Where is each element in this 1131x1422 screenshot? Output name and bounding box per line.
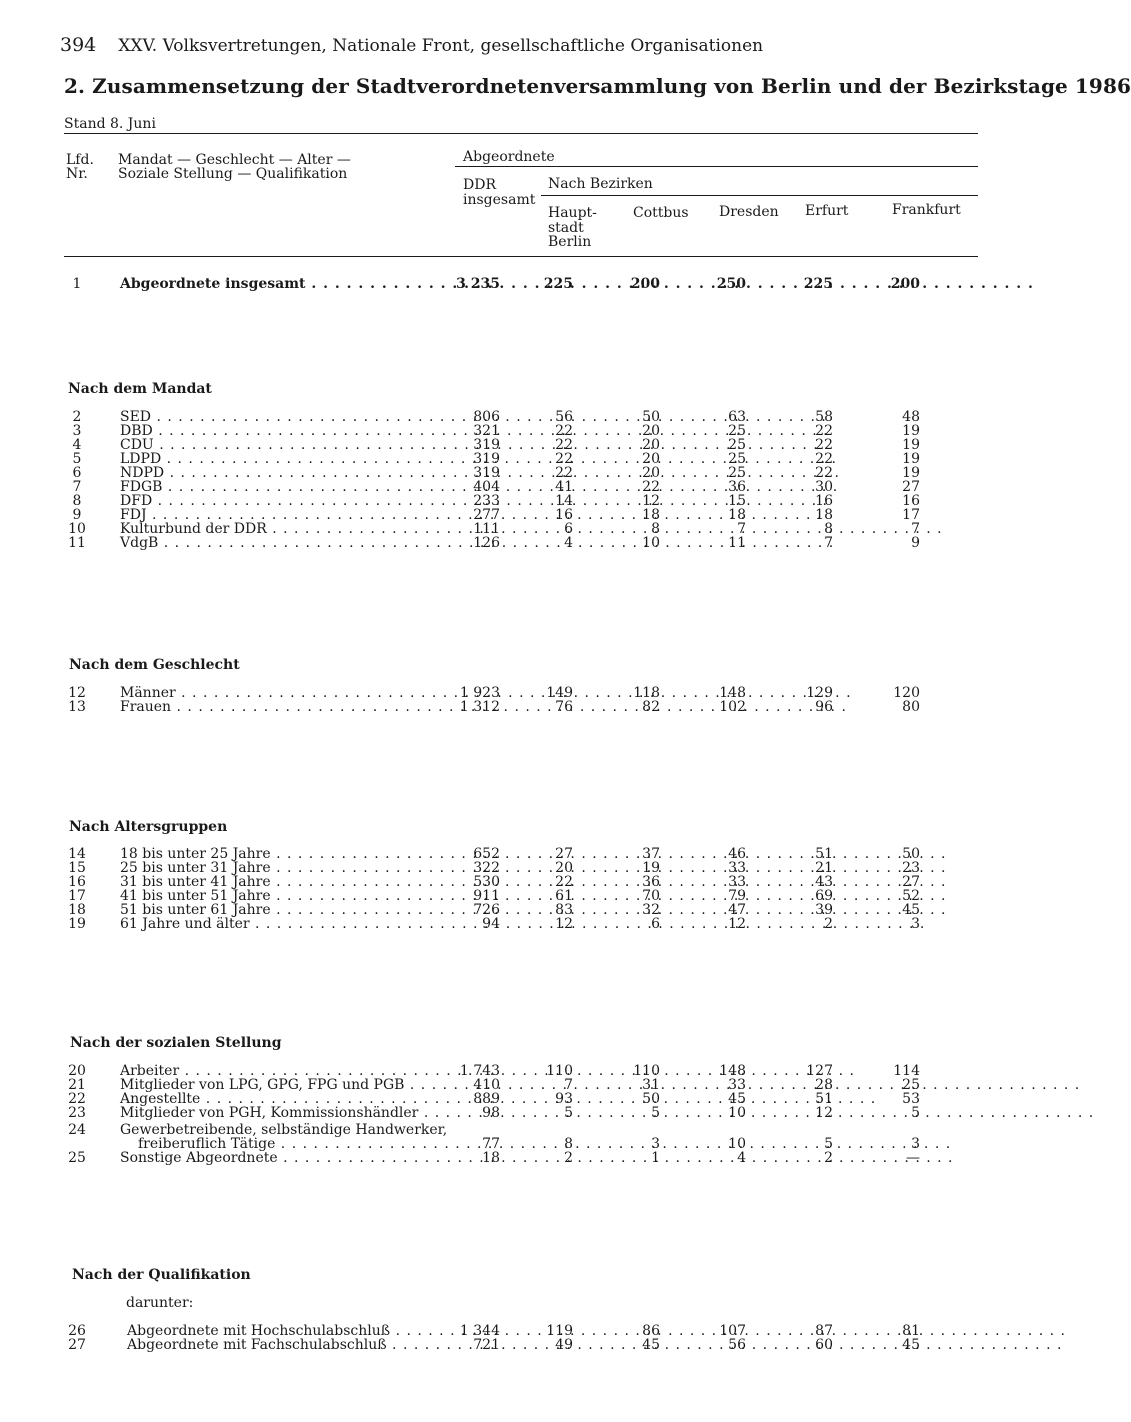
cell-erfurt: 2 <box>824 1150 833 1166</box>
cell-cottbus: 36 <box>642 874 660 890</box>
stand-date: Stand 8. Juni <box>64 116 156 132</box>
cell-dresden: 15 <box>728 493 746 509</box>
cell-berlin: 56 <box>555 409 573 425</box>
cell-cottbus: 70 <box>642 888 660 904</box>
header-berlin-3: Berlin <box>548 234 592 250</box>
cell-erfurt: 22 <box>815 451 833 467</box>
cell-erfurt: 127 <box>806 1063 833 1079</box>
cell-cottbus: 118 <box>633 685 660 701</box>
table-row <box>0 536 1024 551</box>
row-number: 9 <box>72 507 82 523</box>
row-label: Mitglieder von PGH, Kommissionshändler . . . <box>120 1106 446 1121</box>
cell-berlin: 8 <box>564 1136 573 1152</box>
row-label: 51 bis unter 61 Jahre . . . <box>120 903 446 918</box>
section-title-geschlecht: Nach dem Geschlecht <box>69 657 240 673</box>
cell-erfurt: 22 <box>815 437 833 453</box>
cell-frankfurt: 3 <box>911 1136 920 1152</box>
cell-ddr: 3 235 <box>456 276 500 292</box>
cell-erfurt: 28 <box>815 1077 833 1093</box>
cell-cottbus: 8 <box>651 521 660 537</box>
cell-cottbus: 22 <box>642 479 660 495</box>
row-number: 11 <box>68 535 86 551</box>
cell-ddr: 321 <box>473 423 500 439</box>
cell-berlin: 49 <box>555 1337 573 1353</box>
cell-cottbus: 200 <box>630 276 660 292</box>
header-ddr: DDR <box>463 177 496 193</box>
cell-ddr: 806 <box>473 409 500 425</box>
cell-erfurt: 8 <box>824 521 833 537</box>
cell-cottbus: 32 <box>642 902 660 918</box>
row-label: Kulturbund der DDR . . . <box>120 522 446 537</box>
row-label: Männer . . . <box>120 686 446 701</box>
header-abgeordnete: Abgeordnete <box>463 149 555 165</box>
row-label: FDJ . . . <box>120 508 446 523</box>
cell-ddr: 277 <box>473 507 500 523</box>
cell-erfurt: 2 <box>824 916 833 932</box>
cell-berlin: 5 <box>564 1105 573 1121</box>
cell-frankfurt: 3 <box>911 916 920 932</box>
header-nr: Nr. <box>66 166 88 182</box>
row-number: 21 <box>68 1077 86 1093</box>
darunter-label: darunter: <box>126 1295 194 1311</box>
header-frankfurt: Frankfurt <box>892 202 961 218</box>
cell-berlin: 76 <box>555 699 573 715</box>
cell-dresden: 46 <box>728 846 746 862</box>
cell-frankfurt: 52 <box>902 888 920 904</box>
cell-cottbus: 10 <box>642 535 660 551</box>
row-label: NDPD . . . <box>120 466 446 481</box>
row-label: 18 bis unter 25 Jahre . . . <box>120 847 446 862</box>
header-lfd: Lfd. <box>66 152 94 168</box>
cell-frankfurt: 23 <box>902 860 920 876</box>
section-title-alter: Nach Altersgruppen <box>69 819 228 835</box>
cell-cottbus: 37 <box>642 846 660 862</box>
cell-frankfurt: 27 <box>902 479 920 495</box>
cell-ddr: 1 344 <box>459 1323 500 1339</box>
table-row <box>0 1151 1024 1166</box>
cell-berlin: 41 <box>555 479 573 495</box>
header-berlin-1: Haupt- <box>548 205 597 221</box>
header-label-1: Mandat — Geschlecht — Alter — <box>118 152 351 168</box>
cell-ddr: 77 <box>482 1136 500 1152</box>
cell-cottbus: 50 <box>642 1091 660 1107</box>
table-row <box>0 917 1024 932</box>
table-row <box>0 700 1024 715</box>
row-number: 13 <box>68 699 86 715</box>
table-title: 2. Zusammensetzung der Stadtverordnetenversammlung von Berlin und der Bezirkstage 1986 <box>64 74 1131 98</box>
row-label-continued: freiberuflich Tätige . . . <box>138 1137 446 1152</box>
row-label: 25 bis unter 31 Jahre . . . <box>120 861 446 876</box>
cell-erfurt: 96 <box>815 699 833 715</box>
row-label: Mitglieder von LPG, GPG, FPG und PGB . . . <box>120 1078 446 1093</box>
cell-dresden: 107 <box>719 1323 746 1339</box>
cell-dresden: 79 <box>728 888 746 904</box>
cell-berlin: 83 <box>555 902 573 918</box>
row-number: 15 <box>68 860 86 876</box>
cell-berlin: 12 <box>555 916 573 932</box>
row-label: Gewerbetreibende, selbständige Handwerker, <box>120 1122 448 1138</box>
cell-ddr: 726 <box>473 902 500 918</box>
row-number: 7 <box>72 479 82 495</box>
cell-ddr: 889 <box>473 1091 500 1107</box>
row-number: 1 <box>72 276 82 292</box>
row-label: 41 bis unter 51 Jahre . . . <box>120 889 446 904</box>
cell-ddr: 322 <box>473 860 500 876</box>
cell-ddr: 98 <box>482 1105 500 1121</box>
header-rule-bottom <box>64 256 978 257</box>
cell-cottbus: 1 <box>651 1150 660 1166</box>
cell-frankfurt: 19 <box>902 451 920 467</box>
cell-berlin: 225 <box>543 276 573 292</box>
row-number: 16 <box>68 874 86 890</box>
row-number: 17 <box>68 888 86 904</box>
cell-dresden: 36 <box>728 479 746 495</box>
cell-cottbus: 12 <box>642 493 660 509</box>
row-label: Sonstige Abgeordnete . . . <box>120 1151 446 1166</box>
cell-ddr: 18 <box>482 1150 500 1166</box>
cell-cottbus: 6 <box>651 916 660 932</box>
cell-ddr: 233 <box>473 493 500 509</box>
cell-erfurt: 129 <box>806 685 833 701</box>
row-label: LDPD . . . <box>120 452 446 467</box>
cell-dresden: 45 <box>728 1091 746 1107</box>
row-number: 5 <box>72 451 82 467</box>
row-number: 19 <box>68 916 86 932</box>
cell-ddr: 404 <box>473 479 500 495</box>
cell-berlin: 16 <box>555 507 573 523</box>
cell-ddr: 410 <box>473 1077 500 1093</box>
cell-berlin: 119 <box>546 1323 573 1339</box>
cell-erfurt: 7 <box>824 535 833 551</box>
row-number: 25 <box>68 1150 86 1166</box>
row-number: 12 <box>68 685 86 701</box>
cell-erfurt: 22 <box>815 423 833 439</box>
cell-frankfurt: 45 <box>902 1337 920 1353</box>
section-title-qualifikation: Nach der Qualifikation <box>72 1267 251 1283</box>
row-label: Frauen . . . <box>120 700 446 715</box>
cell-frankfurt: 5 <box>911 1105 920 1121</box>
cell-frankfurt: 53 <box>902 1091 920 1107</box>
cell-dresden: 33 <box>728 860 746 876</box>
header-cottbus: Cottbus <box>633 205 689 221</box>
cell-dresden: 12 <box>728 916 746 932</box>
cell-berlin: 93 <box>555 1091 573 1107</box>
cell-ddr: 530 <box>473 874 500 890</box>
cell-dresden: 148 <box>719 685 746 701</box>
row-number: 10 <box>68 521 86 537</box>
cell-dresden: 18 <box>728 507 746 523</box>
row-number: 27 <box>68 1337 86 1353</box>
cell-dresden: 25 <box>728 451 746 467</box>
cell-ddr: 319 <box>473 465 500 481</box>
row-label: VdgB . . . <box>120 536 446 551</box>
page-number: 394 <box>60 34 97 56</box>
cell-berlin: 6 <box>564 521 573 537</box>
cell-ddr: 652 <box>473 846 500 862</box>
header-rule-top <box>64 133 978 134</box>
row-number: 6 <box>72 465 82 481</box>
row-number: 26 <box>68 1323 86 1339</box>
cell-cottbus: 31 <box>642 1077 660 1093</box>
cell-berlin: 22 <box>555 423 573 439</box>
cell-frankfurt: 50 <box>902 846 920 862</box>
cell-ddr: 94 <box>482 916 500 932</box>
cell-erfurt: 51 <box>815 1091 833 1107</box>
row-number: 20 <box>68 1063 86 1079</box>
cell-frankfurt: 27 <box>902 874 920 890</box>
cell-erfurt: 12 <box>815 1105 833 1121</box>
cell-ddr: 1 743 <box>459 1063 500 1079</box>
cell-frankfurt: 17 <box>902 507 920 523</box>
section-title-mandat: Nach dem Mandat <box>68 381 212 397</box>
row-label: DBD . . . <box>120 424 446 439</box>
cell-berlin: 149 <box>546 685 573 701</box>
row-label: Abgeordnete mit Fachschulabschluß . . . <box>127 1338 446 1353</box>
row-label: Abgeordnete mit Hochschulabschluß . . . <box>127 1324 446 1339</box>
cell-berlin: 4 <box>564 535 573 551</box>
cell-ddr: 911 <box>473 888 500 904</box>
cell-berlin: 27 <box>555 846 573 862</box>
cell-dresden: 102 <box>719 699 746 715</box>
cell-dresden: 33 <box>728 1077 746 1093</box>
cell-erfurt: 225 <box>803 276 833 292</box>
cell-frankfurt: 200 <box>890 276 920 292</box>
row-label: Abgeordnete insgesamt . . . <box>120 277 446 292</box>
cell-erfurt: 39 <box>815 902 833 918</box>
cell-cottbus: 20 <box>642 451 660 467</box>
cell-frankfurt: 16 <box>902 493 920 509</box>
row-number: 2 <box>72 409 82 425</box>
cell-dresden: 47 <box>728 902 746 918</box>
cell-erfurt: 18 <box>815 507 833 523</box>
cell-erfurt: 58 <box>815 409 833 425</box>
cell-cottbus: 19 <box>642 860 660 876</box>
cell-erfurt: 51 <box>815 846 833 862</box>
cell-cottbus: 5 <box>651 1105 660 1121</box>
row-label: Angestellte . . . <box>120 1092 446 1107</box>
cell-frankfurt: 120 <box>893 685 920 701</box>
row-label: 61 Jahre und älter . . . <box>120 917 446 932</box>
cell-dresden: 25 <box>728 465 746 481</box>
cell-berlin: 2 <box>564 1150 573 1166</box>
cell-frankfurt: 80 <box>902 699 920 715</box>
row-number: 22 <box>68 1091 86 1107</box>
row-label: 31 bis unter 41 Jahre . . . <box>120 875 446 890</box>
row-number: 14 <box>68 846 86 862</box>
cell-frankfurt: 7 <box>911 521 920 537</box>
row-label: DFD . . . <box>120 494 446 509</box>
cell-dresden: 10 <box>728 1136 746 1152</box>
header-rule-abgeordnete <box>455 166 978 167</box>
cell-cottbus: 3 <box>651 1136 660 1152</box>
cell-erfurt: 43 <box>815 874 833 890</box>
cell-berlin: 20 <box>555 860 573 876</box>
cell-ddr: 319 <box>473 437 500 453</box>
cell-dresden: 56 <box>728 1337 746 1353</box>
table-row <box>0 1338 1024 1353</box>
cell-erfurt: 69 <box>815 888 833 904</box>
header-insgesamt: insgesamt <box>463 192 536 208</box>
cell-frankfurt: 19 <box>902 465 920 481</box>
row-number: 3 <box>72 423 82 439</box>
cell-berlin: 22 <box>555 451 573 467</box>
cell-dresden: 4 <box>737 1150 746 1166</box>
row-label: CDU . . . <box>120 438 446 453</box>
cell-berlin: 7 <box>564 1077 573 1093</box>
cell-ddr: 1 312 <box>459 699 500 715</box>
cell-cottbus: 110 <box>633 1063 660 1079</box>
running-head <box>60 34 763 56</box>
row-number: 24 <box>68 1122 86 1138</box>
header-dresden: Dresden <box>719 204 779 220</box>
row-label: Arbeiter . . . <box>120 1064 446 1079</box>
cell-erfurt: 30 <box>815 479 833 495</box>
cell-dresden: 11 <box>728 535 746 551</box>
row-label: SED . . . <box>120 410 446 425</box>
cell-frankfurt: 114 <box>893 1063 920 1079</box>
cell-frankfurt: 19 <box>902 423 920 439</box>
row-number: 8 <box>72 493 82 509</box>
cell-cottbus: 45 <box>642 1337 660 1353</box>
table-row <box>0 1106 1024 1121</box>
cell-ddr: 319 <box>473 451 500 467</box>
cell-frankfurt: 48 <box>902 409 920 425</box>
cell-berlin: 22 <box>555 465 573 481</box>
cell-cottbus: 86 <box>642 1323 660 1339</box>
row-number: 23 <box>68 1105 86 1121</box>
header-nach-bezirken: Nach Bezirken <box>548 176 653 192</box>
cell-ddr: 721 <box>473 1337 500 1353</box>
cell-dresden: 25 <box>728 423 746 439</box>
cell-cottbus: 18 <box>642 507 660 523</box>
cell-cottbus: 20 <box>642 465 660 481</box>
cell-berlin: 22 <box>555 437 573 453</box>
cell-dresden: 33 <box>728 874 746 890</box>
cell-frankfurt: 25 <box>902 1077 920 1093</box>
cell-frankfurt: 81 <box>902 1323 920 1339</box>
cell-berlin: 61 <box>555 888 573 904</box>
cell-erfurt: 87 <box>815 1323 833 1339</box>
cell-cottbus: 82 <box>642 699 660 715</box>
cell-erfurt: 21 <box>815 860 833 876</box>
cell-dresden: 148 <box>719 1063 746 1079</box>
cell-dresden: 250 <box>716 276 746 292</box>
cell-berlin: 22 <box>555 874 573 890</box>
cell-dresden: 7 <box>737 521 746 537</box>
cell-berlin: 110 <box>546 1063 573 1079</box>
cell-cottbus: 20 <box>642 437 660 453</box>
cell-erfurt: 22 <box>815 465 833 481</box>
cell-ddr: 126 <box>473 535 500 551</box>
header-erfurt: Erfurt <box>805 203 849 219</box>
row-number: 18 <box>68 902 86 918</box>
row-number: 4 <box>72 437 82 453</box>
cell-dresden: 10 <box>728 1105 746 1121</box>
cell-frankfurt: 9 <box>911 535 920 551</box>
cell-ddr: 111 <box>473 521 500 537</box>
running-head-text: XXV. Volksvertretungen, Nationale Front, gesellschaftliche Organisationen <box>118 36 764 56</box>
header-label-2: Soziale Stellung — Qualifikation <box>118 166 348 182</box>
table-row-total <box>0 277 1024 292</box>
cell-berlin: 14 <box>555 493 573 509</box>
header-berlin-2: stadt <box>548 220 584 236</box>
row-label: FDGB . . . <box>120 480 446 495</box>
cell-frankfurt: — <box>906 1150 920 1166</box>
cell-erfurt: 5 <box>824 1136 833 1152</box>
cell-dresden: 25 <box>728 437 746 453</box>
cell-erfurt: 60 <box>815 1337 833 1353</box>
cell-frankfurt: 19 <box>902 437 920 453</box>
cell-cottbus: 20 <box>642 423 660 439</box>
cell-erfurt: 16 <box>815 493 833 509</box>
section-title-sozial: Nach der sozialen Stellung <box>70 1035 282 1051</box>
cell-frankfurt: 45 <box>902 902 920 918</box>
cell-dresden: 63 <box>728 409 746 425</box>
cell-ddr: 1 923 <box>459 685 500 701</box>
header-rule-bezirke <box>541 195 978 196</box>
cell-cottbus: 50 <box>642 409 660 425</box>
